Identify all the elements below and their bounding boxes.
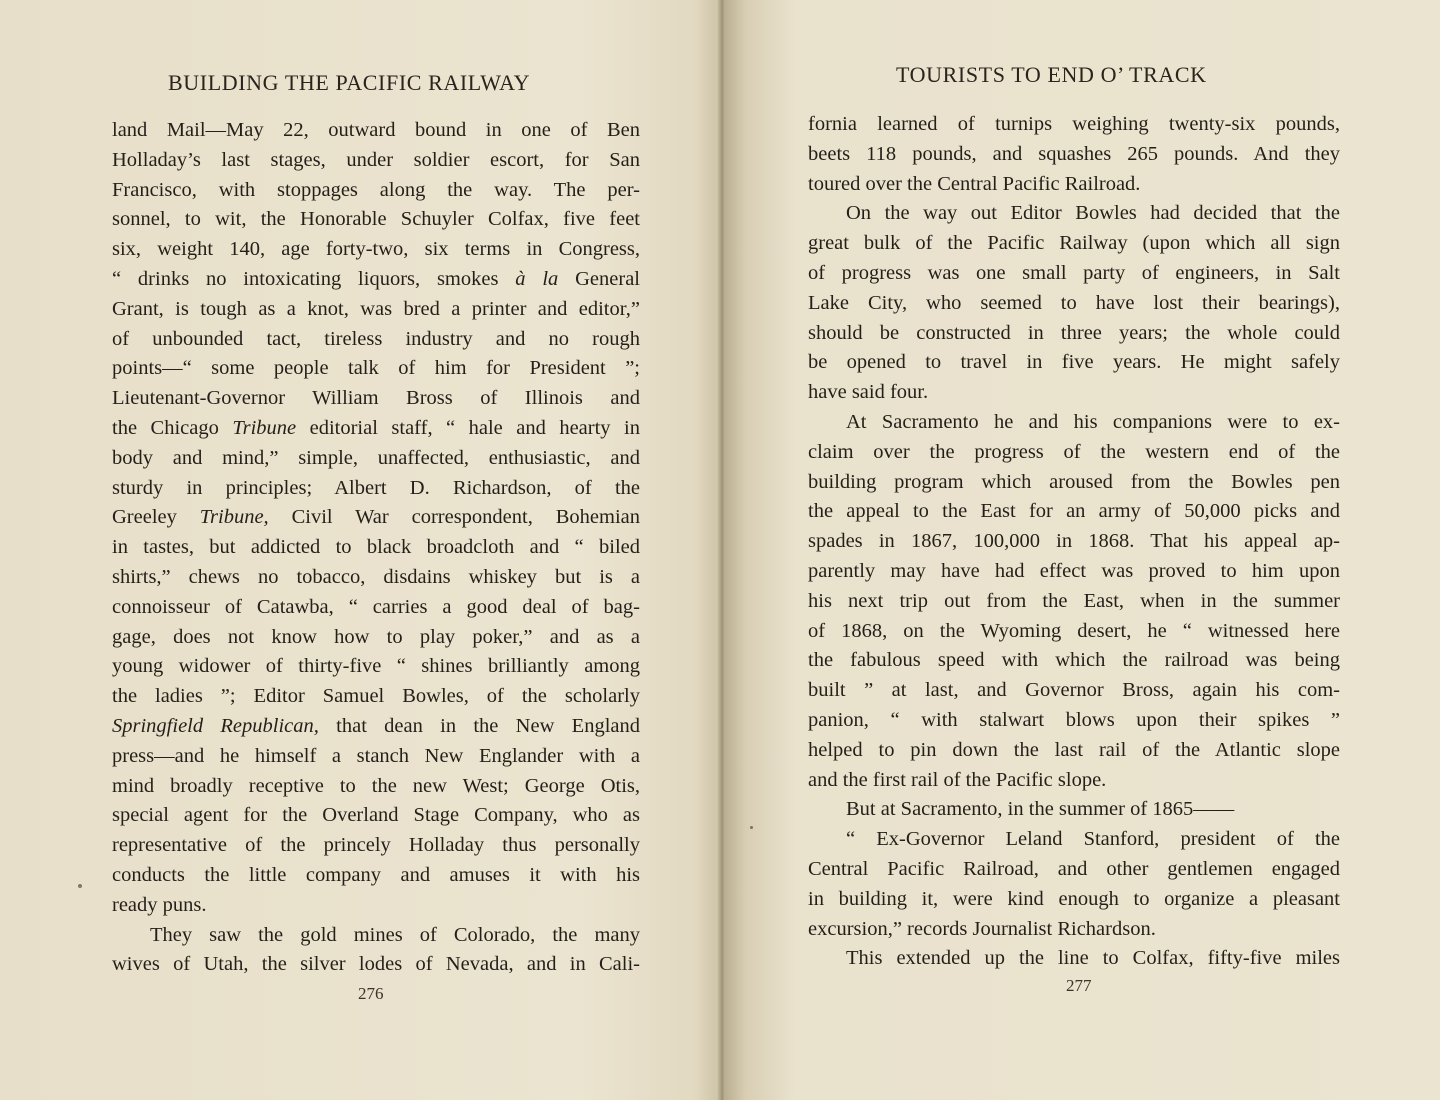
text-segment: great bulk of the Pacific Railway (upon which all sign [808, 232, 1340, 255]
text-line [112, 950, 640, 980]
text-segment: the ladies ”; Editor Samuel Bowles, of the scholarly [112, 685, 640, 708]
left-page-text [112, 116, 640, 980]
text-segment: helped to pin down the last rail of the Atlantic slope [808, 738, 1340, 761]
text-segment: the fabulous speed with which the railroad was being [808, 649, 1340, 672]
text-segment: sonnel, to wit, the Honorable Schuyler Colfax, five feet [112, 208, 640, 231]
text-segment: They saw the gold mines of Colorado, the many [150, 923, 640, 946]
text-line [112, 861, 640, 891]
italic-text: Tribune [232, 416, 297, 439]
text-segment: editorial staff, “ hale and hearty in [296, 416, 640, 439]
text-segment: shirts,” chews no tobacco, disdains whiskey but is a [112, 565, 640, 588]
text-line [808, 438, 1340, 468]
text-line [808, 140, 1340, 170]
text-segment: press—and he himself a stanch New Englander with a [112, 744, 640, 767]
text-line [808, 408, 1340, 438]
text-line [112, 474, 640, 504]
text-line [808, 289, 1340, 319]
text-line [808, 915, 1340, 945]
text-line [112, 921, 640, 951]
text-segment: Holladay’s last stages, under soldier escort, for San [112, 148, 640, 171]
text-line [112, 503, 640, 533]
text-line [112, 414, 640, 444]
text-segment: beets 118 pounds, and squashes 265 pounds. And they [808, 142, 1340, 165]
text-line [808, 497, 1340, 527]
text-segment: Francisco, with stoppages along the way. The per- [112, 178, 640, 201]
text-line [808, 646, 1340, 676]
right-page [724, 0, 1440, 1100]
text-segment: On the way out Editor Bowles had decided that the [846, 202, 1340, 225]
left-page-number: 276 [358, 984, 384, 1003]
text-segment: General [558, 267, 641, 290]
text-segment: This extended up the line to Colfax, fifty-five miles [846, 947, 1340, 970]
text-line [112, 563, 640, 593]
text-segment: connoisseur of Catawba, “ carries a good deal of bag- [112, 595, 640, 618]
text-segment: of unbounded tact, tireless industry and no rough [112, 327, 640, 350]
text-line [112, 712, 640, 742]
text-segment: six, weight 140, age forty-two, six terms in Congress, [112, 238, 640, 261]
text-segment: points—“ some people talk of him for President ”; [112, 357, 640, 380]
text-line [112, 652, 640, 682]
text-line [112, 146, 640, 176]
text-line [112, 533, 640, 563]
text-line [808, 766, 1340, 796]
text-segment: that dean in the New England [318, 714, 640, 737]
text-segment: parently may have had effect was proved to him upon [808, 559, 1340, 582]
text-line [112, 593, 640, 623]
italic-text: Springfield Republican, [112, 714, 319, 737]
text-segment: the appeal to the East for an army of 50,000 picks and [808, 500, 1340, 523]
paper-speck [750, 826, 753, 829]
text-segment: building program which aroused from the Bowles pen [808, 470, 1340, 493]
text-segment: in tastes, but addicted to black broadcloth and “ biled [112, 536, 640, 559]
text-segment: toured over the Central Pacific Railroad. [808, 172, 1141, 195]
text-segment: gage, does not know how to play poker,” and as a [112, 625, 640, 648]
text-segment: of progress was one small party of engineers, in Salt [808, 261, 1340, 284]
text-line [112, 235, 640, 265]
text-line [112, 205, 640, 235]
italic-text: à la [515, 267, 559, 290]
text-segment: Central Pacific Railroad, and other gentlemen engaged [808, 857, 1340, 880]
text-line [112, 295, 640, 325]
text-segment: conducts the little company and amuses it with his [112, 863, 640, 886]
text-line [112, 444, 640, 474]
right-page-text [808, 110, 1340, 974]
text-line [808, 736, 1340, 766]
text-line [112, 831, 640, 861]
text-line [808, 199, 1340, 229]
text-line [808, 319, 1340, 349]
text-line [112, 801, 640, 831]
text-line [808, 110, 1340, 140]
text-line [112, 384, 640, 414]
text-segment: land Mail—May 22, outward bound in one of Ben [112, 119, 640, 141]
text-segment: Civil War correspondent, Bohemian [268, 506, 640, 529]
text-line [808, 170, 1340, 200]
text-segment: wives of Utah, the silver lodes of Nevada, and in Cali- [112, 953, 640, 976]
paper-speck [78, 884, 82, 888]
text-line [112, 772, 640, 802]
text-line [112, 176, 640, 206]
text-line [112, 742, 640, 772]
text-segment: At Sacramento he and his companions were to ex- [846, 410, 1340, 433]
text-segment: “ Ex-Governor Leland Stanford, president of the [846, 828, 1340, 851]
right-page-number: 277 [1066, 976, 1092, 995]
text-segment: spades in 1867, 100,000 in 1868. That his appeal ap- [808, 530, 1340, 553]
text-segment: body and mind,” simple, unaffected, enthusiastic, and [112, 446, 640, 469]
text-line [808, 348, 1340, 378]
text-segment: be opened to travel in five years. He might safely [808, 351, 1340, 374]
text-segment: built ” at last, and Governor Bross, again his com- [808, 679, 1340, 702]
text-line [808, 527, 1340, 557]
text-line [112, 116, 640, 146]
text-line [112, 891, 640, 921]
text-segment: in building it, were kind enough to organize a pleasant [808, 887, 1340, 910]
text-line [808, 617, 1340, 647]
text-segment: sturdy in principles; Albert D. Richardson, of the [112, 476, 640, 499]
text-segment: Greeley [112, 506, 200, 529]
left-running-head: BUILDING THE PACIFIC RAILWAY [168, 70, 531, 95]
text-line [808, 229, 1340, 259]
text-segment: representative of the princely Holladay thus personally [112, 834, 640, 857]
text-line [808, 706, 1340, 736]
text-segment: excursion,” records Journalist Richardson. [808, 917, 1156, 940]
text-line [808, 825, 1340, 855]
text-line [112, 325, 640, 355]
text-segment: his next trip out from the East, when in the summer [808, 589, 1340, 612]
text-line [808, 259, 1340, 289]
text-line [808, 587, 1340, 617]
text-segment: claim over the progress of the western end of the [808, 440, 1340, 463]
text-line [808, 855, 1340, 885]
text-segment: of 1868, on the Wyoming desert, he “ witnessed here [808, 619, 1340, 642]
text-segment: should be constructed in three years; the whole could [808, 321, 1340, 344]
text-line [808, 378, 1340, 408]
text-segment: fornia learned of turnips weighing twenty-six pounds, [808, 113, 1340, 135]
text-line [112, 265, 640, 295]
text-line [808, 468, 1340, 498]
text-line [808, 557, 1340, 587]
text-segment: Lieutenant-Governor William Bross of Illinois and [112, 387, 640, 410]
text-segment: and the first rail of the Pacific slope. [808, 768, 1107, 791]
text-line [808, 795, 1340, 825]
text-line [112, 623, 640, 653]
text-segment: mind broadly receptive to the new West; George Otis, [112, 774, 640, 797]
text-segment: But at Sacramento, in the summer of 1865—— [846, 798, 1235, 821]
right-running-head: TOURISTS TO END O’ TRACK [896, 62, 1207, 87]
text-line [112, 354, 640, 384]
text-segment: special agent for the Overland Stage Company, who as [112, 804, 640, 827]
text-line [808, 676, 1340, 706]
italic-text: Tribune, [199, 506, 269, 529]
text-line [112, 682, 640, 712]
text-segment: panion, “ with stalwart blows upon their spikes ” [808, 708, 1340, 731]
text-line [808, 885, 1340, 915]
text-line [808, 944, 1340, 974]
text-segment: ready puns. [112, 893, 207, 916]
text-segment: “ drinks no intoxicating liquors, smokes [112, 267, 516, 290]
text-segment: have said four. [808, 381, 929, 404]
text-segment: Lake City, who seemed to have lost their bearings), [808, 291, 1340, 314]
text-segment: young widower of thirty-five “ shines brilliantly among [112, 655, 640, 678]
text-segment: Grant, is tough as a knot, was bred a printer and editor,” [112, 297, 640, 320]
text-segment: the Chicago [112, 416, 233, 439]
